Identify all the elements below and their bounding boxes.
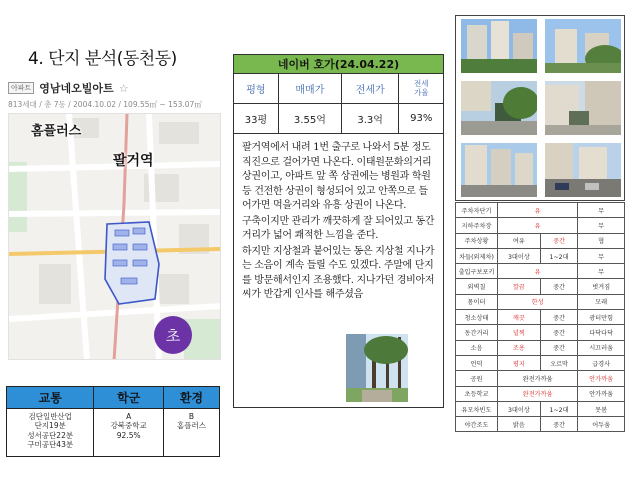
checklist-label: 소음: [456, 340, 498, 355]
checklist-label: 야간조도: [456, 417, 498, 432]
complex-walkway-photo: [346, 334, 408, 402]
page-title: 4. 단지 분석(동천동): [28, 49, 177, 69]
checklist-row: [456, 401, 625, 416]
checklist-row: [456, 340, 625, 355]
checklist-option: 중간: [540, 233, 578, 248]
checklist-option: 3대이상: [498, 248, 541, 263]
checklist-row: [456, 371, 625, 386]
checklist-row: [456, 279, 625, 294]
location-map[interactable]: [8, 113, 221, 360]
price-table-title: 네이버 호가(24.04.22): [234, 55, 444, 74]
checklist-option: 완전가까움: [498, 386, 578, 401]
checklist-option: 완전가까움: [498, 371, 578, 386]
school-cell: A 강북중학교 92.5%: [94, 409, 164, 457]
checklist-label: 유모차빈도: [456, 401, 498, 416]
checklist-option: 무: [578, 203, 625, 218]
environment-cell: B 홈플러스: [163, 409, 219, 457]
checklist-option: 1~2대: [540, 248, 578, 263]
checklist-option: 시끄러움: [578, 340, 625, 355]
checklist-label: 주차상황: [456, 233, 498, 248]
checklist-option: 모래: [578, 294, 625, 309]
value-jeonse-ratio: 93%: [399, 104, 444, 134]
complex-photo-grid: [455, 15, 625, 201]
checklist-row: [456, 264, 625, 279]
checklist-option: 급경사: [578, 355, 625, 370]
checklist-label: 지하주차장: [456, 218, 498, 233]
checklist-option: 유: [498, 203, 578, 218]
checklist-row: [456, 386, 625, 401]
apartment-type-tag: 아파트: [8, 82, 34, 94]
checklist-option: 안가까움: [578, 386, 625, 401]
checklist-option: 광터만힘: [578, 310, 625, 325]
checklist-option: 다닥다닥: [578, 325, 625, 340]
site-checklist-table: [455, 202, 625, 432]
checklist-option: 유: [498, 264, 578, 279]
price-table: [233, 54, 444, 134]
col-jeonse-price: 전세가: [341, 74, 398, 104]
checklist-row: [456, 417, 625, 432]
checklist-option: 깔끔: [498, 279, 541, 294]
checklist-label: 몸이터: [456, 294, 498, 309]
photo-parking-2: [545, 143, 621, 197]
checklist-option: 무: [578, 248, 625, 263]
checklist-label: 차들(외제차): [456, 248, 498, 263]
checklist-option: 유: [498, 218, 578, 233]
notes-paragraph: 팔거역에서 내려 1번 출구로 나와서 5분 정도 직진으로 걸어가면 나온다. 이태원문화의거리 상권이고, 아파트 앞 쪽 상권에는 병원과 학원등 건전한 상권이 형성되어 있고 안쪽으로 들어가면 먹을거리와 유흥 상권이 나온다.: [242, 142, 432, 211]
checklist-option: 1~2대: [540, 401, 578, 416]
checklist-option: 어두움: [578, 417, 625, 432]
checklist-option: 무: [578, 264, 625, 279]
checklist-option: 무: [578, 218, 625, 233]
checklist-option: 중간: [540, 417, 578, 432]
checklist-option: 3대이상: [498, 401, 541, 416]
header-transport: 교통: [7, 387, 94, 409]
checklist-label: 청소상태: [456, 310, 498, 325]
value-size: 33평: [234, 104, 279, 134]
apartment-name: 영남네오빌아트: [39, 82, 114, 95]
header-environment: 환경: [163, 387, 219, 409]
checklist-option: 협: [578, 233, 625, 248]
checklist-row: [456, 233, 625, 248]
checklist-label: 외벽칠: [456, 279, 498, 294]
checklist-option: 여유: [498, 233, 541, 248]
photo-entrance-2: [545, 81, 621, 135]
checklist-option: 벗겨짐: [578, 279, 625, 294]
apartment-meta: 813세대 / 총 7동 / 2004.10.02 / 109.55㎡ ~ 153.07㎡: [8, 100, 202, 109]
checklist-option: 널찍: [498, 325, 541, 340]
checklist-option: 못봄: [578, 401, 625, 416]
map-label-homeplus: 홈플러스: [31, 124, 82, 139]
checklist-row: [456, 218, 625, 233]
value-sale-price: 3.55억: [278, 104, 341, 134]
checklist-option: 중간: [540, 325, 578, 340]
checklist-option: 중간: [540, 279, 578, 294]
checklist-option: 중간: [540, 310, 578, 325]
transport-cell: 검단일반산업 단지19분 성서공단22분 구미공단43분: [7, 409, 94, 457]
notes-paragraph: 하지만 지상철과 붙어있는 동은 지상철 지나가는 소음이 계속 들릴 수도 있겠다. 주말에 단지를 방문해서인지 조용했다. 지나가던 경비아저씨가 반갑게 인사를 해주셨음: [242, 245, 435, 300]
checklist-label: 동간거리: [456, 325, 498, 340]
school-marker-icon[interactable]: 초: [154, 316, 192, 354]
checklist-option: 평지: [498, 355, 541, 370]
checklist-row: [456, 355, 625, 370]
checklist-row: [456, 294, 625, 309]
value-jeonse-price: 3.3억: [341, 104, 398, 134]
col-sale-price: 매매가: [278, 74, 341, 104]
checklist-label: 공원: [456, 371, 498, 386]
checklist-row: [456, 310, 625, 325]
checklist-option: 밝음: [498, 417, 541, 432]
checklist-row: [456, 203, 625, 218]
checklist-label: 출입구보포키: [456, 264, 498, 279]
checklist-label: 주차자단기: [456, 203, 498, 218]
checklist-label: 초등학교: [456, 386, 498, 401]
checklist-option: 오르막: [540, 355, 578, 370]
photo-buildings-1: [461, 19, 537, 73]
col-size: 평형: [234, 74, 279, 104]
checklist-option: 깨끗: [498, 310, 541, 325]
checklist-option: 중간: [540, 340, 578, 355]
photo-parking-1: [461, 143, 537, 197]
header-school-district: 학군: [94, 387, 164, 409]
checklist-option: 안가까움: [578, 371, 625, 386]
map-label-station: 팔거역: [113, 153, 154, 169]
checklist-option: 조용: [498, 340, 541, 355]
apartment-header: [8, 80, 223, 110]
location-summary-table: [6, 386, 220, 457]
notes-paragraph: 구축이지만 관리가 깨끗하게 잘 되어있고 동간거리가 넓어 쾌적한 느낌을 준다.: [242, 215, 435, 241]
photo-entrance-1: [461, 81, 537, 135]
photo-buildings-2: [545, 19, 621, 73]
site-visit-notes: [233, 133, 444, 408]
checklist-row: [456, 325, 625, 340]
col-jeonse-ratio: 전세 가율: [399, 74, 444, 104]
checklist-label: 언덕: [456, 355, 498, 370]
checklist-option: 한성: [498, 294, 578, 309]
star-icon[interactable]: ☆: [118, 81, 129, 95]
checklist-row: [456, 248, 625, 263]
